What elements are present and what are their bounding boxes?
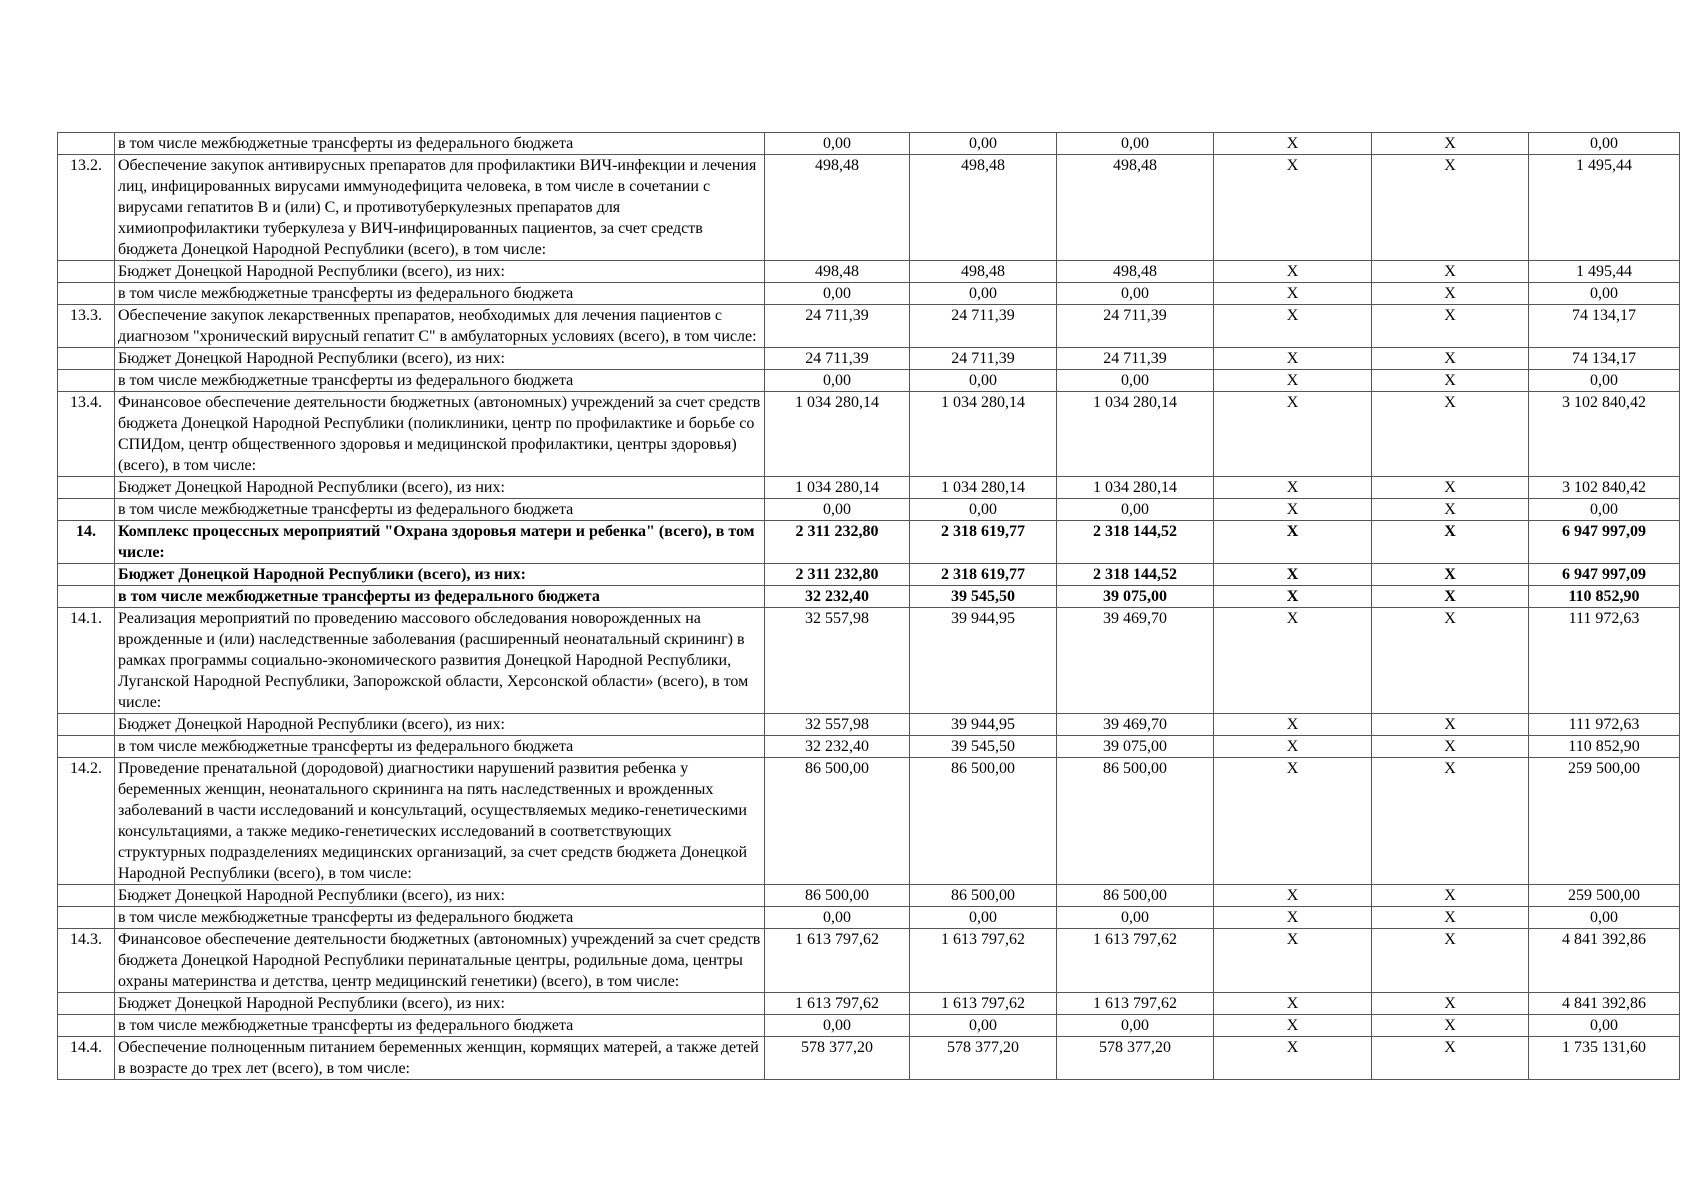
mark-x-1: X [1214, 261, 1372, 283]
mark-x-1: X [1214, 608, 1372, 714]
value-total: 111 972,63 [1529, 608, 1680, 714]
mark-x-1: X [1214, 283, 1372, 305]
value-year-2: 1 613 797,62 [910, 929, 1057, 993]
value-year-2: 39 944,95 [910, 608, 1057, 714]
mark-x-1: X [1214, 758, 1372, 885]
mark-x-1: X [1214, 499, 1372, 521]
table-row [58, 907, 1680, 929]
value-year-1: 24 711,39 [765, 305, 910, 348]
row-description: Бюджет Донецкой Народной Республики (всего), из них: [115, 993, 765, 1015]
value-total: 4 841 392,86 [1529, 993, 1680, 1015]
row-number [58, 477, 115, 499]
value-year-1: 32 232,40 [765, 736, 910, 758]
mark-x-1: X [1214, 348, 1372, 370]
value-year-2: 0,00 [910, 283, 1057, 305]
mark-x-2: X [1372, 370, 1529, 392]
value-year-1: 0,00 [765, 370, 910, 392]
row-number: 14.3. [58, 929, 115, 993]
mark-x-1: X [1214, 392, 1372, 477]
mark-x-2: X [1372, 499, 1529, 521]
value-year-1: 0,00 [765, 1015, 910, 1037]
value-total: 1 735 131,60 [1529, 1037, 1680, 1080]
row-description: Финансовое обеспечение деятельности бюджетных (автономных) учреждений за счет средств бюджета Донецкой Народной Республики (поликлиники, центр по профилактике и борьбе со СПИДом, центр общественного здоровья и медицинской профилактики, центры здоровья) (всего), в том числе: [115, 392, 765, 477]
mark-x-1: X [1214, 133, 1372, 155]
row-number: 13.2. [58, 155, 115, 261]
mark-x-2: X [1372, 758, 1529, 885]
mark-x-1: X [1214, 305, 1372, 348]
table-row [58, 608, 1680, 714]
value-year-3: 1 613 797,62 [1057, 929, 1214, 993]
mark-x-2: X [1372, 477, 1529, 499]
mark-x-2: X [1372, 929, 1529, 993]
mark-x-1: X [1214, 586, 1372, 608]
table-row [58, 261, 1680, 283]
table-row [58, 392, 1680, 477]
value-year-1: 86 500,00 [765, 885, 910, 907]
value-year-3: 86 500,00 [1057, 885, 1214, 907]
value-year-3: 1 034 280,14 [1057, 392, 1214, 477]
mark-x-1: X [1214, 521, 1372, 564]
value-total: 3 102 840,42 [1529, 392, 1680, 477]
value-year-2: 498,48 [910, 261, 1057, 283]
mark-x-2: X [1372, 392, 1529, 477]
mark-x-2: X [1372, 305, 1529, 348]
row-number [58, 885, 115, 907]
value-year-1: 1 034 280,14 [765, 392, 910, 477]
row-description: в том числе межбюджетные трансферты из федерального бюджета [115, 736, 765, 758]
value-year-3: 2 318 144,52 [1057, 521, 1214, 564]
mark-x-1: X [1214, 907, 1372, 929]
mark-x-2: X [1372, 907, 1529, 929]
value-year-2: 0,00 [910, 907, 1057, 929]
row-description: Бюджет Донецкой Народной Республики (всего), из них: [115, 714, 765, 736]
mark-x-1: X [1214, 929, 1372, 993]
value-year-3: 578 377,20 [1057, 1037, 1214, 1080]
row-description: Бюджет Донецкой Народной Республики (всего), из них: [115, 348, 765, 370]
row-description: в том числе межбюджетные трансферты из федерального бюджета [115, 133, 765, 155]
mark-x-2: X [1372, 736, 1529, 758]
value-year-1: 498,48 [765, 261, 910, 283]
value-year-1: 0,00 [765, 283, 910, 305]
value-year-1: 0,00 [765, 499, 910, 521]
value-year-1: 0,00 [765, 133, 910, 155]
value-year-2: 86 500,00 [910, 758, 1057, 885]
value-year-3: 1 034 280,14 [1057, 477, 1214, 499]
value-total: 1 495,44 [1529, 261, 1680, 283]
row-description: Бюджет Донецкой Народной Республики (всего), из них: [115, 564, 765, 586]
budget-table [57, 132, 1680, 1080]
row-description: Бюджет Донецкой Народной Республики (всего), из них: [115, 261, 765, 283]
mark-x-2: X [1372, 283, 1529, 305]
value-total: 0,00 [1529, 133, 1680, 155]
mark-x-2: X [1372, 714, 1529, 736]
value-total: 4 841 392,86 [1529, 929, 1680, 993]
value-year-2: 1 613 797,62 [910, 993, 1057, 1015]
value-year-2: 0,00 [910, 1015, 1057, 1037]
value-year-2: 24 711,39 [910, 305, 1057, 348]
value-total: 111 972,63 [1529, 714, 1680, 736]
value-year-2: 1 034 280,14 [910, 392, 1057, 477]
value-total: 259 500,00 [1529, 758, 1680, 885]
table-row [58, 885, 1680, 907]
row-description: Обеспечение закупок лекарственных препаратов, необходимых для лечения пациентов с диагнозом "хронический вирусный гепатит С" в амбулаторных условиях (всего), в том числе: [115, 305, 765, 348]
value-year-2: 0,00 [910, 133, 1057, 155]
table-row [58, 283, 1680, 305]
value-year-3: 39 075,00 [1057, 586, 1214, 608]
value-total: 0,00 [1529, 1015, 1680, 1037]
value-year-3: 86 500,00 [1057, 758, 1214, 885]
table-row [58, 521, 1680, 564]
value-year-1: 2 311 232,80 [765, 521, 910, 564]
value-year-1: 1 613 797,62 [765, 993, 910, 1015]
value-total: 259 500,00 [1529, 885, 1680, 907]
mark-x-2: X [1372, 993, 1529, 1015]
value-total: 0,00 [1529, 370, 1680, 392]
value-year-2: 86 500,00 [910, 885, 1057, 907]
table-row [58, 586, 1680, 608]
row-number: 14.4. [58, 1037, 115, 1080]
value-year-3: 2 318 144,52 [1057, 564, 1214, 586]
mark-x-2: X [1372, 1037, 1529, 1080]
value-year-3: 24 711,39 [1057, 305, 1214, 348]
value-year-3: 0,00 [1057, 907, 1214, 929]
value-year-1: 32 557,98 [765, 608, 910, 714]
table-row [58, 155, 1680, 261]
row-description: Финансовое обеспечение деятельности бюджетных (автономных) учреждений за счет средств бюджета Донецкой Народной Республики перинатальные центры, родильные дома, центры охраны материнства и детства, центр медицинский генетики) (всего), в том числе: [115, 929, 765, 993]
value-year-3: 39 075,00 [1057, 736, 1214, 758]
mark-x-2: X [1372, 885, 1529, 907]
value-year-1: 2 311 232,80 [765, 564, 910, 586]
value-year-2: 39 545,50 [910, 586, 1057, 608]
mark-x-1: X [1214, 885, 1372, 907]
row-description: Обеспечение закупок антивирусных препаратов для профилактики ВИЧ-инфекции и лечения лиц, инфицированных вирусами иммунодефицита человека, в том числе в сочетании с вирусами гепатитов В и (или) С, и противотуберкулезных препаратов для химиопрофилактики туберкулеза у ВИЧ-инфицированных пациентов, за счет средств бюджета Донецкой Народной Республики (всего), в том числе: [115, 155, 765, 261]
value-year-1: 1 613 797,62 [765, 929, 910, 993]
row-number: 14.2. [58, 758, 115, 885]
table-row [58, 348, 1680, 370]
value-year-3: 0,00 [1057, 1015, 1214, 1037]
mark-x-1: X [1214, 370, 1372, 392]
value-year-1: 498,48 [765, 155, 910, 261]
mark-x-1: X [1214, 477, 1372, 499]
table-row [58, 1015, 1680, 1037]
row-number [58, 736, 115, 758]
row-number: 14.1. [58, 608, 115, 714]
value-year-2: 0,00 [910, 370, 1057, 392]
value-year-2: 1 034 280,14 [910, 477, 1057, 499]
value-year-3: 1 613 797,62 [1057, 993, 1214, 1015]
row-description: Комплекс процессных мероприятий "Охрана здоровья матери и ребенка" (всего), в том числе: [115, 521, 765, 564]
table-row [58, 477, 1680, 499]
value-year-3: 0,00 [1057, 283, 1214, 305]
row-description: в том числе межбюджетные трансферты из федерального бюджета [115, 586, 765, 608]
row-description: в том числе межбюджетные трансферты из федерального бюджета [115, 907, 765, 929]
mark-x-2: X [1372, 586, 1529, 608]
value-total: 74 134,17 [1529, 305, 1680, 348]
value-year-2: 578 377,20 [910, 1037, 1057, 1080]
value-year-3: 498,48 [1057, 261, 1214, 283]
table-row [58, 929, 1680, 993]
mark-x-2: X [1372, 133, 1529, 155]
row-number [58, 133, 115, 155]
value-year-1: 0,00 [765, 907, 910, 929]
value-total: 1 495,44 [1529, 155, 1680, 261]
row-number: 14. [58, 521, 115, 564]
table-row [58, 758, 1680, 885]
value-total: 110 852,90 [1529, 736, 1680, 758]
value-year-1: 24 711,39 [765, 348, 910, 370]
mark-x-1: X [1214, 155, 1372, 261]
mark-x-1: X [1214, 993, 1372, 1015]
mark-x-2: X [1372, 1015, 1529, 1037]
row-number [58, 370, 115, 392]
table-row [58, 499, 1680, 521]
value-year-1: 32 557,98 [765, 714, 910, 736]
value-year-3: 0,00 [1057, 370, 1214, 392]
value-total: 74 134,17 [1529, 348, 1680, 370]
mark-x-2: X [1372, 348, 1529, 370]
value-year-2: 39 944,95 [910, 714, 1057, 736]
row-number [58, 714, 115, 736]
row-description: в том числе межбюджетные трансферты из федерального бюджета [115, 1015, 765, 1037]
value-total: 0,00 [1529, 499, 1680, 521]
table-row [58, 1037, 1680, 1080]
row-number [58, 586, 115, 608]
row-description: Обеспечение полноценным питанием беременных женщин, кормящих матерей, а также детей в возрасте до трех лет (всего), в том числе: [115, 1037, 765, 1080]
table-row [58, 993, 1680, 1015]
table-row [58, 736, 1680, 758]
mark-x-2: X [1372, 261, 1529, 283]
row-number [58, 283, 115, 305]
value-year-1: 578 377,20 [765, 1037, 910, 1080]
row-number [58, 348, 115, 370]
row-number [58, 907, 115, 929]
mark-x-1: X [1214, 714, 1372, 736]
row-number [58, 261, 115, 283]
value-year-3: 39 469,70 [1057, 608, 1214, 714]
value-year-3: 39 469,70 [1057, 714, 1214, 736]
value-year-2: 498,48 [910, 155, 1057, 261]
mark-x-1: X [1214, 1015, 1372, 1037]
mark-x-1: X [1214, 736, 1372, 758]
table-body [58, 133, 1680, 1080]
value-total: 110 852,90 [1529, 586, 1680, 608]
row-number: 13.4. [58, 392, 115, 477]
table-row [58, 714, 1680, 736]
value-year-1: 32 232,40 [765, 586, 910, 608]
value-year-1: 1 034 280,14 [765, 477, 910, 499]
table-row [58, 564, 1680, 586]
value-year-1: 86 500,00 [765, 758, 910, 885]
row-number [58, 564, 115, 586]
table-row [58, 370, 1680, 392]
value-year-2: 2 318 619,77 [910, 564, 1057, 586]
row-description: в том числе межбюджетные трансферты из федерального бюджета [115, 370, 765, 392]
value-total: 6 947 997,09 [1529, 564, 1680, 586]
value-year-3: 0,00 [1057, 133, 1214, 155]
value-year-2: 2 318 619,77 [910, 521, 1057, 564]
value-total: 3 102 840,42 [1529, 477, 1680, 499]
value-year-2: 0,00 [910, 499, 1057, 521]
row-description: в том числе межбюджетные трансферты из федерального бюджета [115, 283, 765, 305]
row-number [58, 993, 115, 1015]
row-description: в том числе межбюджетные трансферты из федерального бюджета [115, 499, 765, 521]
table-row [58, 133, 1680, 155]
row-number [58, 1015, 115, 1037]
value-total: 0,00 [1529, 283, 1680, 305]
mark-x-2: X [1372, 521, 1529, 564]
table-row [58, 305, 1680, 348]
row-number [58, 499, 115, 521]
value-year-3: 0,00 [1057, 499, 1214, 521]
mark-x-2: X [1372, 564, 1529, 586]
row-description: Бюджет Донецкой Народной Республики (всего), из них: [115, 885, 765, 907]
mark-x-2: X [1372, 155, 1529, 261]
value-year-2: 39 545,50 [910, 736, 1057, 758]
value-year-2: 24 711,39 [910, 348, 1057, 370]
value-year-3: 24 711,39 [1057, 348, 1214, 370]
mark-x-1: X [1214, 564, 1372, 586]
value-total: 0,00 [1529, 907, 1680, 929]
row-description: Проведение пренатальной (дородовой) диагностики нарушений развития ребенка у беременных женщин, неонатального скрининга на пять наследственных и врожденных заболеваний в части исследований и консультаций, осуществляемых медико-генетическими консультациями, а также медико-генетических исследований в соответствующих структурных подразделениях медицинских организаций, за счет средств бюджета Донецкой Народной Республики (всего), в том числе: [115, 758, 765, 885]
mark-x-1: X [1214, 1037, 1372, 1080]
row-description: Бюджет Донецкой Народной Республики (всего), из них: [115, 477, 765, 499]
value-year-3: 498,48 [1057, 155, 1214, 261]
value-total: 6 947 997,09 [1529, 521, 1680, 564]
row-number: 13.3. [58, 305, 115, 348]
row-description: Реализация мероприятий по проведению массового обследования новорожденных на врожденные и (или) наследственные заболевания (расширенный неонатальный скрининг) в рамках программы социально-экономического развития Донецкой Народной Республики, Луганской Народной Республики, Запорожской области, Херсонской области» (всего), в том числе: [115, 608, 765, 714]
mark-x-2: X [1372, 608, 1529, 714]
